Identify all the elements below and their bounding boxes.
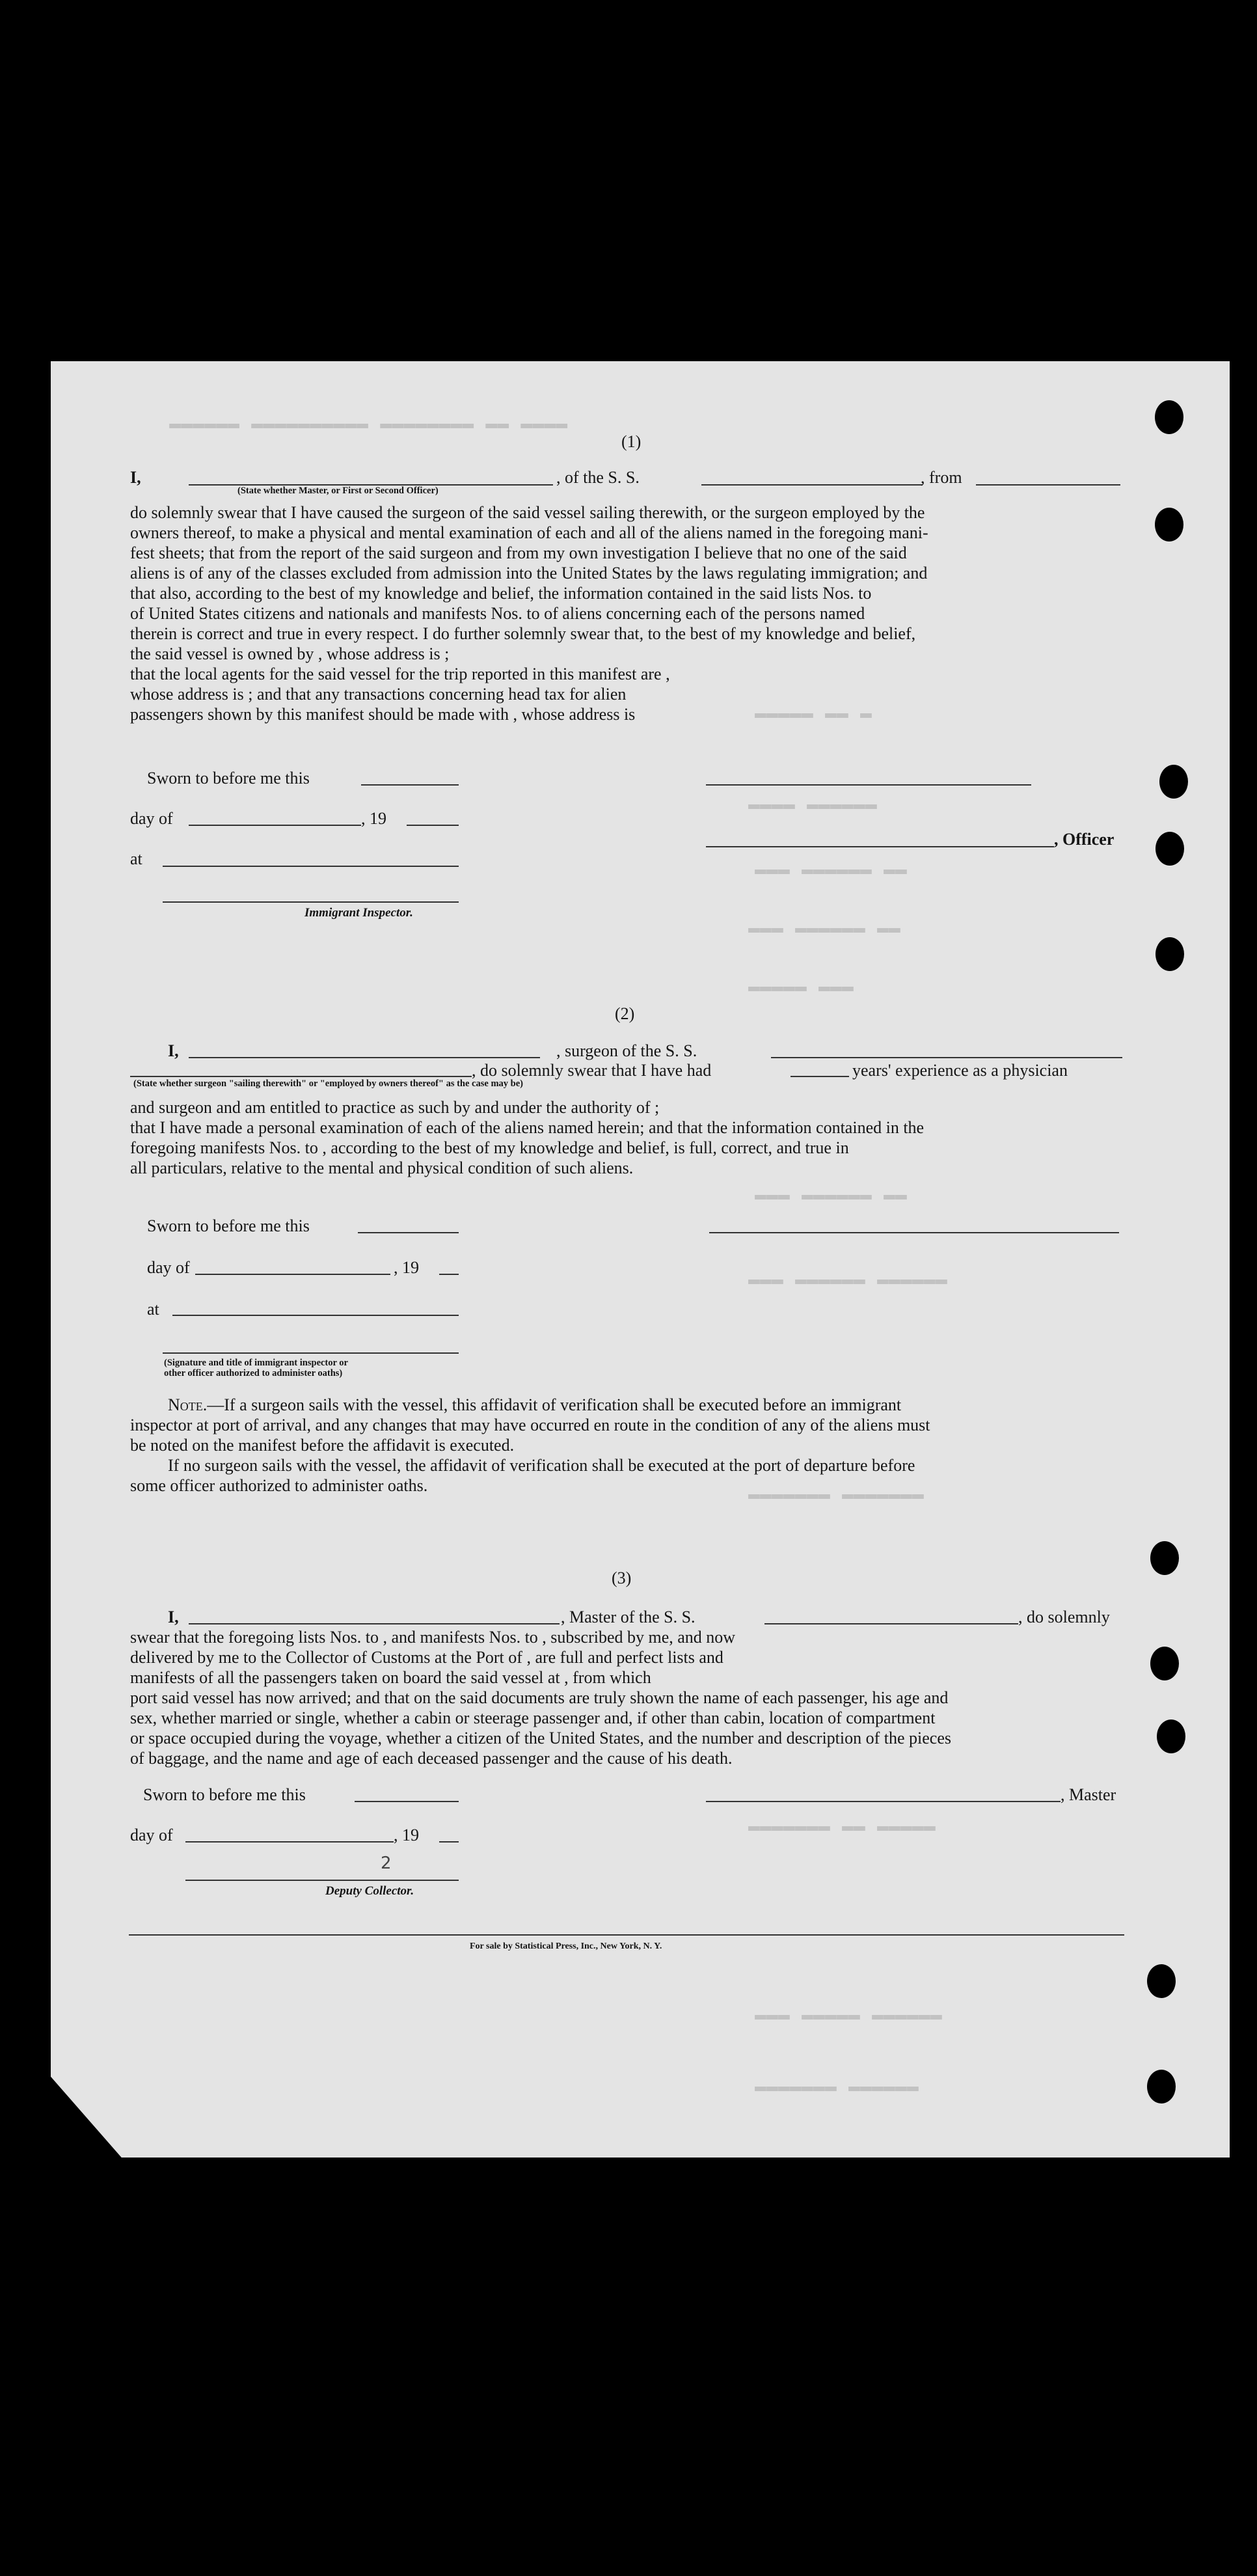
sec2-dayof-label: day of [147, 1258, 190, 1277]
sec1-year-line [407, 825, 459, 826]
sec3-ship-line [764, 1623, 1018, 1624]
sec3-sworn-label: Sworn to before me this [143, 1785, 306, 1804]
punch-hole [1150, 1647, 1179, 1680]
sec2-years-label: years' experience as a physician [852, 1061, 1068, 1080]
sec3-master-label: , Master of the S. S. [561, 1608, 696, 1626]
sec1-officer-label: , Officer [1054, 830, 1115, 849]
sec2-year-label: , 19 [394, 1258, 419, 1277]
sec3-swear-label: , do solemnly [1018, 1608, 1110, 1626]
sec3-deputy-caption: Deputy Collector. [325, 1884, 414, 1898]
sec2-years-line [791, 1076, 849, 1077]
sec1-inspector-line [163, 901, 459, 903]
footer-rule [129, 1934, 1124, 1936]
sec2-surgeon-label: , surgeon of the S. S. [556, 1041, 697, 1060]
sec2-swear-label: , do solemnly swear that I have had [472, 1061, 712, 1080]
punch-hole [1155, 400, 1183, 434]
punch-hole [1155, 508, 1183, 541]
sec1-at-line [163, 866, 459, 867]
sec1-year-label: , 19 [361, 809, 386, 828]
sec3-master-sig-label: , Master [1061, 1785, 1116, 1804]
sec3-handwritten-number: 2 [381, 1854, 392, 1873]
sec2-ship-line [771, 1057, 1122, 1058]
sec3-signature-line [706, 1801, 1061, 1802]
sec1-day-line [189, 825, 361, 826]
punch-hole [1147, 2070, 1176, 2103]
sec1-from-line [976, 484, 1120, 486]
footer-imprint: For sale by Statistical Press, Inc., New York, N. Y. [470, 1941, 662, 1951]
sec3-deputy-line [185, 1880, 459, 1881]
sec2-name-line-2 [130, 1076, 472, 1077]
sec2-name-line [189, 1057, 540, 1058]
sec1-inspector-caption: Immigrant Inspector. [304, 906, 413, 920]
sec2-inspector-line [163, 1352, 459, 1354]
sec2-at-label: at [147, 1300, 159, 1319]
punch-hole [1150, 1541, 1179, 1575]
sec1-sworn-label: Sworn to before me this [147, 769, 310, 788]
sec1-i: I, [130, 468, 141, 487]
sec1-ship-line [701, 484, 923, 486]
sec3-i: I, [168, 1608, 179, 1626]
sec3-day-line [185, 1841, 394, 1843]
sec3-name-line [189, 1623, 560, 1624]
punch-hole [1157, 1720, 1185, 1753]
note-label: Note. [168, 1395, 208, 1414]
sec3-sworn-line [355, 1801, 459, 1802]
sec2-sigcap-1: (Signature and title of immigrant inspector or [164, 1358, 348, 1368]
sec1-caption: (State whether Master, or First or Second Officer) [237, 486, 439, 496]
punch-hole [1156, 832, 1184, 866]
punch-hole [1159, 765, 1188, 799]
sec2-signature-line [709, 1232, 1119, 1233]
sec1-sworn-line [361, 784, 459, 786]
sec3-dayof-label: day of [130, 1826, 173, 1844]
sec2-sigcap-2: other officer authorized to administer oaths) [164, 1368, 343, 1378]
section-1-number: (1) [621, 432, 642, 451]
sec1-dayof-label: day of [130, 809, 173, 828]
section-2-number: (2) [615, 1004, 635, 1023]
sec1-at-label: at [130, 849, 142, 868]
sec1-from: , from [921, 468, 962, 487]
sec2-caption: (State whether surgeon "sailing therewith" or "employed by owners thereof" as the case may be) [133, 1078, 523, 1089]
punch-hole [1156, 937, 1184, 971]
sec2-day-line [195, 1274, 390, 1275]
sec1-of-ss: , of the S. S. [556, 468, 640, 487]
sec1-officer-line [706, 846, 1054, 847]
punch-hole [1147, 1964, 1176, 1998]
sec3-year-line [439, 1841, 459, 1843]
sec1-signature-line [706, 784, 1031, 786]
sec2-year-line [439, 1274, 459, 1275]
sec2-i: I, [168, 1041, 179, 1060]
section-3-number: (3) [612, 1569, 632, 1587]
sec2-sworn-line [358, 1232, 459, 1233]
sec2-at-line [172, 1315, 459, 1316]
sec2-sworn-label: Sworn to before me this [147, 1216, 310, 1235]
sec3-year-label: , 19 [394, 1826, 419, 1844]
